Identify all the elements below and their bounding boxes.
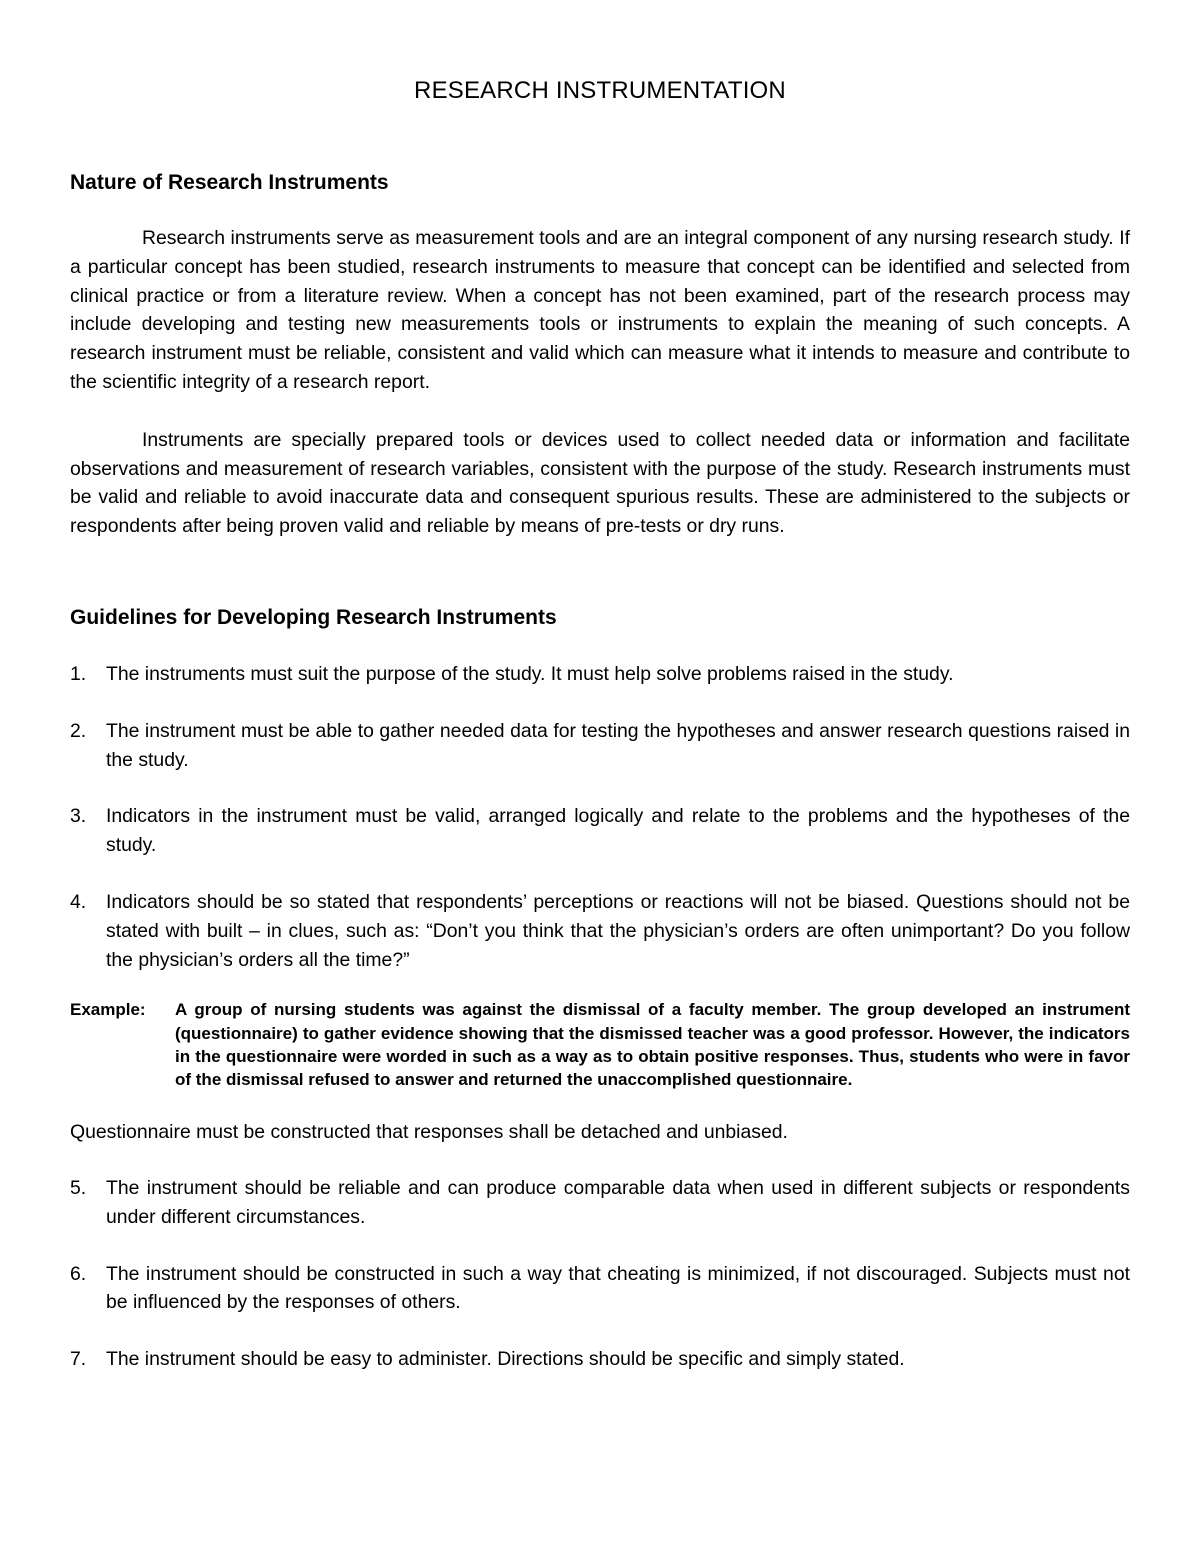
paragraph: Research instruments serve as measurement tools and are an integral component of any nursing research study. If a particular concept has been studied, research instruments to measure that concept can be identified and selected from clinical practice or from a literature review. When a concept has not been examined, part of the research process may include developing and testing new measurements tools or instruments to explain the meaning of such concepts. A research instrument must be reliable, consistent and valid which can measure what it intends to measure and contribute to the scientific integrity of a research report. [70, 227, 1130, 393]
document-title: RESEARCH INSTRUMENTATION [414, 77, 786, 104]
guideline-item [70, 1174, 1130, 1232]
list-text: Indicators in the instrument must be valid, arranged logically and relate to the problems and the hypotheses of the study. [106, 805, 1130, 857]
list-text: The instrument must be able to gather needed data for testing the hypotheses and answer research questions raised in the study. [106, 719, 1130, 771]
example-text: A group of nursing students was against the dismissal of a faculty member. The group developed an instrument (questionnaire) to gather evidence showing that the dismissed teacher was a good professor. However, the indicators in the questionnaire were worded in such as a way as to obtain positive responses. Thus, students who were in favor of the dismissal refused to answer and returned the unaccomplished questionnaire. [175, 1000, 1130, 1089]
section-heading-nature: Nature of Research Instruments [70, 171, 389, 194]
list-text: The instrument should be reliable and can produce comparable data when used in different subjects or respondents under different circumstances. [106, 1176, 1130, 1228]
section-heading-guidelines: Guidelines for Developing Research Instruments [70, 605, 557, 629]
list-text: The instruments must suit the purpose of the study. It must help solve problems raised in the study. [106, 662, 954, 685]
guideline-item [70, 1345, 1130, 1374]
note-text: Questionnaire must be constructed that responses shall be detached and unbiased. [70, 1121, 788, 1144]
paragraph: Instruments are specially prepared tools or devices used to collect needed data or information and facilitate observations and measurement of research variables, consistent with the purpose of the study. Research instruments must be valid and reliable to avoid inaccurate data and consequent spurious results. These are administered to the subjects or respondents after being proven valid and reliable by means of pre-tests or dry runs. [70, 428, 1130, 538]
list-number: 3. [70, 805, 87, 828]
guideline-item [70, 660, 1130, 689]
list-number: 1. [70, 662, 87, 685]
example-block [70, 998, 1130, 1091]
list-number: 6. [70, 1262, 87, 1285]
list-text: The instrument should be constructed in such a way that cheating is minimized, if not discouraged. Subjects must not be influenced by the responses of others. [106, 1262, 1130, 1314]
list-number: 2. [70, 719, 87, 742]
list-number: 4. [70, 890, 87, 913]
guideline-item [70, 888, 1130, 974]
list-text: Indicators should be so stated that respondents’ perceptions or reactions will not be biased. Questions should not be stated with built – in clues, such as: “Don’t you think that the physician’s orders are often unimportant? Do you follow the physician’s orders all the time?” [106, 890, 1130, 971]
guideline-item [70, 1260, 1130, 1318]
list-number: 7. [70, 1348, 87, 1371]
guideline-item [70, 717, 1130, 775]
list-number: 5. [70, 1176, 87, 1199]
guideline-item [70, 802, 1130, 860]
example-label: Example: [70, 1000, 146, 1020]
list-text: The instrument should be easy to administer. Directions should be specific and simply stated. [106, 1348, 905, 1371]
